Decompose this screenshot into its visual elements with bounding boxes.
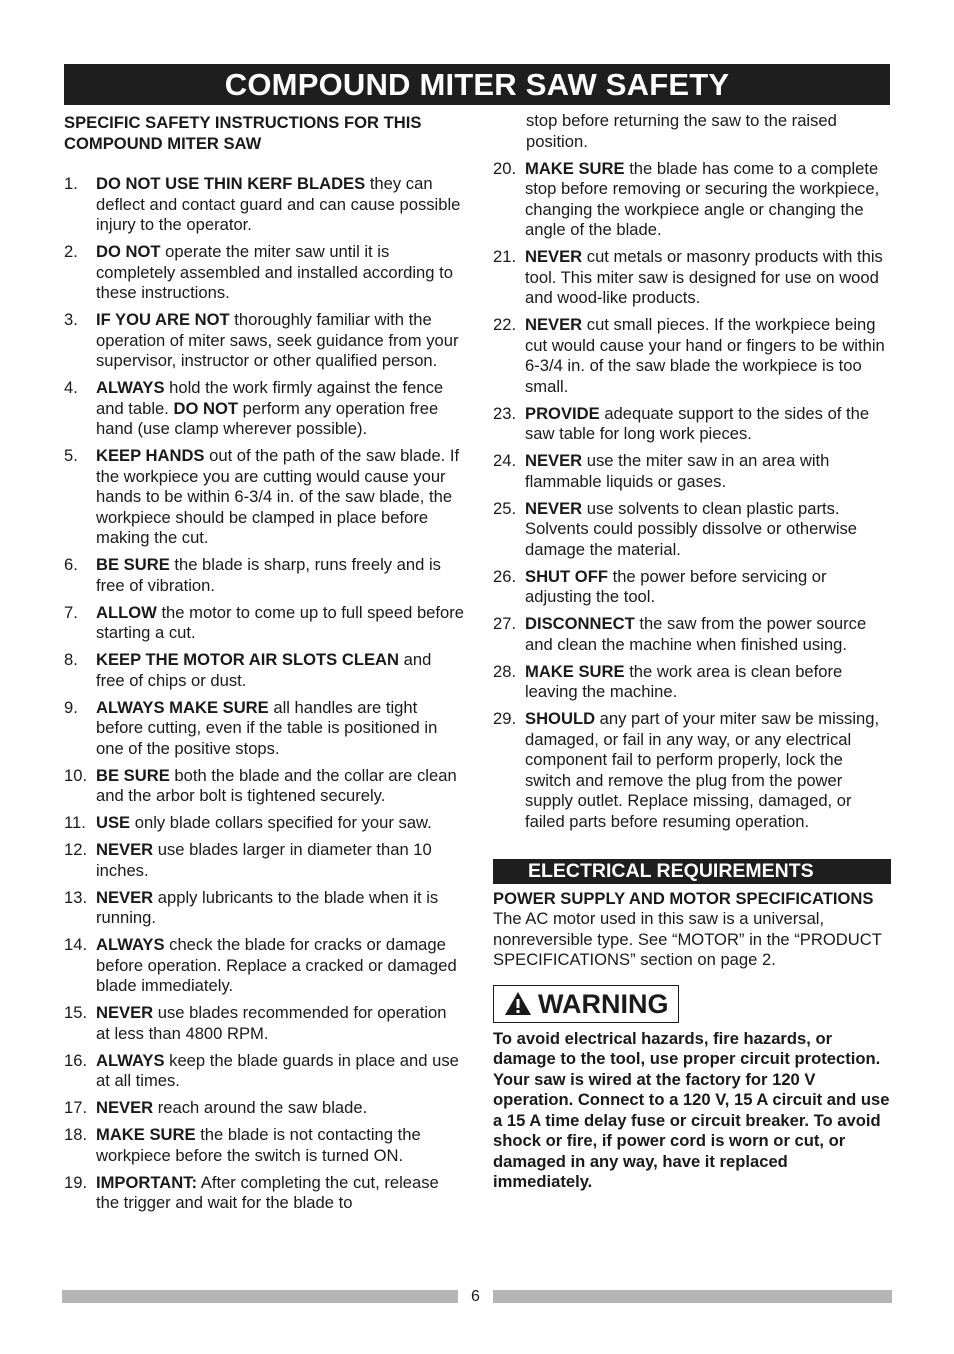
list-item: 20. MAKE SURE the blade has come to a complete stop before removing or securing the workpiece, changing the workpiece angle or changing the angle of the blade. <box>493 158 880 239</box>
list-item: 12. NEVER use blades larger in diameter than 10 inches. <box>64 840 432 880</box>
list-item: 17. NEVER reach around the saw blade. <box>64 1098 368 1117</box>
electrical-section-title: ELECTRICAL REQUIREMENTS <box>493 859 891 884</box>
list-item: 26. SHUT OFF the power before servicing or adjusting the tool. <box>493 566 827 606</box>
list-item: 25. NEVER use solvents to clean plastic parts. Solvents could possibly dissolve or otherwise damage the material. <box>493 498 858 559</box>
list-item: 10. BE SURE both the blade and the collar are clean and the arbor bolt is tightened securely. <box>64 765 457 805</box>
list-item: 7. ALLOW the motor to come up to full speed before starting a cut. <box>64 602 464 642</box>
list-item: 9. ALWAYS MAKE SURE all handles are tight before cutting, even if the table is positioned in one of the positive stops. <box>64 697 438 758</box>
list-item: 27. DISCONNECT the saw from the power source and clean the machine when finished using. <box>493 614 867 654</box>
list-item: 13. NEVER apply lubricants to the blade when it is running. <box>64 887 439 927</box>
list-item: 24. NEVER use the miter saw in an area with flammable liquids or gases. <box>493 451 830 491</box>
warning-triangle-icon <box>504 991 532 1016</box>
list-item: 28. MAKE SURE the work area is clean before leaving the machine. <box>493 661 843 701</box>
left-heading: SPECIFIC SAFETY INSTRUCTIONS FOR THIS COMPOUND MITER SAW <box>64 113 422 153</box>
footer-rule-left <box>62 1290 458 1303</box>
left-column <box>64 112 464 1220</box>
page-title: COMPOUND MITER SAW SAFETY <box>64 64 890 105</box>
list-item: 21. NEVER cut metals or masonry products with this tool. This miter saw is designed for use on wood and wood-like products. <box>493 247 883 307</box>
warning-text: To avoid electrical hazards, fire hazards, or damage to the tool, use proper circuit protection. Your saw is wired at the factory for 120 V operation. Connect to a 120 V, 15 A circuit and use a 15 A time delay fuse or circuit breaker. To avoid shock or fire, if power cord is worn or cut, or damaged in any way, have it replaced immediately. <box>493 1028 890 1191</box>
page-number: 6 <box>471 1288 480 1305</box>
warning-label-box <box>493 985 679 1023</box>
list-item: 22. NEVER cut small pieces. If the workpiece being cut would cause your hand or fingers to be within 6-3/4 in. of the saw blade the workpiece is too small. <box>493 315 885 396</box>
list-item: 29. SHOULD any part of your miter saw be missing, damaged, or fail in any way, or any electrical component fail to perform properly, lock the switch and remove the plug from the power supply outlet. Replace missing, damaged, or failed parts before resuming operation. <box>493 709 880 831</box>
list-item: 16. ALWAYS keep the blade guards in place and use at all times. <box>64 1050 459 1090</box>
list-item: 2. DO NOT operate the miter saw until it is completely assembled and installed according to these instructions. <box>64 242 453 302</box>
footer-rule-right <box>493 1290 892 1303</box>
list-item: 11. USE only blade collars specified for your saw. <box>64 813 432 832</box>
safety-list-right <box>493 159 891 833</box>
list-item: 3. IF YOU ARE NOT thoroughly familiar with the operation of miter saws, seek guidance from your supervisor, instructor or other qualified person. <box>64 310 459 370</box>
electrical-subheading: POWER SUPPLY AND MOTOR SPECIFICATIONS <box>493 889 874 908</box>
list-item: 6. BE SURE the blade is sharp, runs freely and is free of vibration. <box>64 555 441 595</box>
warning-label: WARNING <box>538 988 669 1019</box>
list-item: 19. IMPORTANT: After completing the cut, release the trigger and wait for the blade to <box>64 1172 439 1212</box>
list-item: 14. ALWAYS check the blade for cracks or damage before operation. Replace a cracked or damaged blade immediately. <box>64 935 457 995</box>
list-item: 1. DO NOT USE THIN KERF BLADES they can deflect and contact guard and can cause possible injury to the operator. <box>64 174 461 234</box>
list-item: 5. KEEP HANDS out of the path of the saw blade. If the workpiece you are cutting would cause your hands to be within 6-3/4 in. of the saw blade, the workpiece should be clamped in place before making the cut. <box>64 446 460 547</box>
list-item: 8. KEEP THE MOTOR AIR SLOTS CLEAN and free of chips or dust. <box>64 650 432 690</box>
safety-list-left <box>64 174 464 1214</box>
item-19-continued: stop before returning the saw to the raised position. <box>526 111 837 151</box>
list-item: 23. PROVIDE adequate support to the sides of the saw table for long work pieces. <box>493 403 870 443</box>
list-item: 15. NEVER use blades recommended for operation at less than 4800 RPM. <box>64 1003 447 1043</box>
right-column <box>493 111 891 1193</box>
list-item: 4. ALWAYS hold the work firmly against the fence and table. DO NOT perform any operation free hand (use clamp wherever possible). <box>64 378 444 438</box>
list-item: 18. MAKE SURE the blade is not contacting the workpiece before the switch is turned ON. <box>64 1125 421 1165</box>
electrical-body: The AC motor used in this saw is a universal, nonreversible type. See “MOTOR” in the “PRODUCT SPECIFICATIONS” section on page 2. <box>493 909 882 969</box>
